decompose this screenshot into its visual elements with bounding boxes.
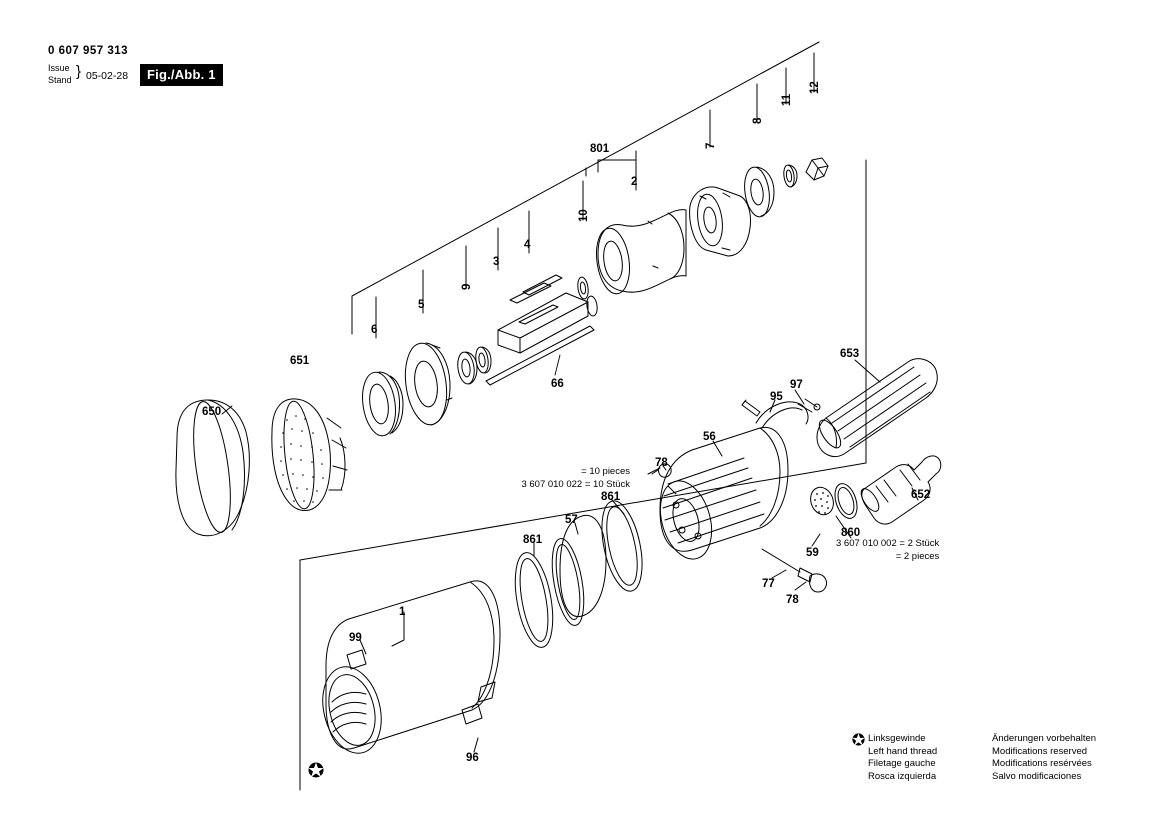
callout-861: 861	[523, 534, 543, 546]
note-860	[836, 538, 939, 563]
callout-11: 11	[781, 93, 793, 106]
callout-2: 2	[631, 176, 638, 188]
legend-left-1: Left hand thread	[868, 745, 938, 757]
callout-7: 7	[705, 142, 717, 149]
legend-right-2: Modifications resérvées	[992, 758, 1092, 770]
callout-12: 12	[809, 81, 821, 94]
callout-1: 1	[399, 606, 406, 618]
callout-5: 5	[418, 299, 425, 311]
callout-653: 653	[840, 348, 860, 360]
note-861	[501, 466, 630, 491]
brace-glyph: }	[76, 63, 82, 80]
legend-right-3: Salvo modificaciones	[992, 770, 1082, 782]
star-icon	[852, 733, 865, 751]
figure-label-badge: Fig./Abb. 1	[140, 64, 223, 86]
callout-99: 99	[349, 632, 362, 644]
note-860-line2: = 2 pieces	[895, 550, 940, 562]
callout-860: 860	[841, 527, 861, 539]
legend-left-column	[868, 733, 976, 783]
callout-651: 651	[290, 355, 310, 367]
note-861-line2: 3 607 010 022 = 10 Stück	[521, 478, 630, 490]
callout-801: 801	[590, 143, 610, 155]
legend-right-1: Modifications reserved	[992, 745, 1088, 757]
issue-label: Issue	[48, 63, 70, 73]
part-number: 0 607 957 313	[48, 45, 129, 57]
callout-10: 10	[578, 209, 590, 222]
callout-97: 97	[790, 379, 803, 391]
callout-57: 57	[565, 514, 578, 526]
callout-78: 78	[786, 594, 799, 606]
callout-59: 59	[806, 547, 819, 559]
callout-95: 95	[770, 391, 783, 403]
note-861-line1: = 10 pieces	[581, 466, 630, 477]
legend-right-0: Änderungen vorbehalten	[992, 733, 1097, 744]
legend-left-2: Filetage gauche	[868, 758, 936, 770]
callout-9: 9	[461, 283, 473, 290]
callout-8: 8	[752, 117, 764, 124]
callout-66: 66	[551, 378, 564, 390]
callout-77: 77	[762, 578, 775, 590]
callout-3: 3	[493, 256, 500, 268]
callout-96: 96	[466, 752, 479, 764]
issue-date: 05-02-28	[86, 70, 129, 82]
note-860-line1: 3 607 010 002 = 2 Stück	[836, 538, 940, 549]
legend-left-3: Rosca izquierda	[868, 770, 937, 782]
stand-label: Stand	[48, 75, 72, 85]
callout-652: 652	[911, 489, 931, 501]
callout-4: 4	[524, 239, 531, 251]
callout-861: 861	[601, 491, 621, 503]
callout-6: 6	[371, 324, 378, 336]
legend-left-0: Linksgewinde	[868, 733, 926, 744]
callout-650: 650	[202, 406, 222, 418]
callout-56: 56	[703, 431, 716, 443]
legend-right-column	[992, 733, 1096, 783]
callout-78: 78	[655, 457, 668, 469]
legend	[868, 733, 1096, 783]
